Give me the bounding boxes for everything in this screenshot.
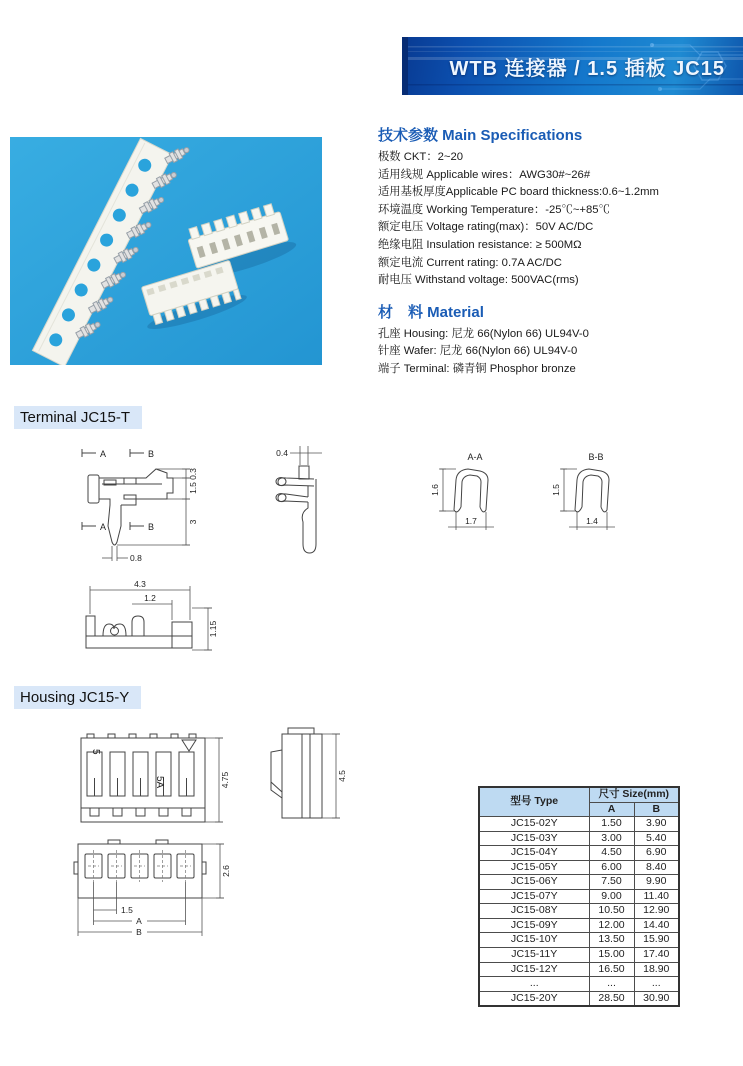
cell-type: ... xyxy=(479,977,589,992)
dim-label: 1.15 xyxy=(208,620,218,638)
housing-mark: 5 xyxy=(90,749,101,755)
table-row xyxy=(479,860,679,875)
header-banner xyxy=(402,37,743,95)
cell-size: 15.90 xyxy=(634,933,679,948)
table-row xyxy=(479,991,679,1006)
cell-type: JC15-09Y xyxy=(479,918,589,933)
spec-line: 绝缘电阻 Insulation resistance: ≥ 500MΩ xyxy=(378,238,582,251)
spec-line: 环境温度 Working Temperature：-25℃~+85℃ xyxy=(378,203,610,216)
cell-size: 15.00 xyxy=(589,948,634,963)
spec-line: 适用基板厚度Applicable PC board thickness:0.6~1.2mm xyxy=(378,186,659,199)
terminal-section-aa-drawing xyxy=(430,448,512,550)
cell-size: 11.40 xyxy=(634,889,679,904)
material-line: 针座 Wafer: 尼龙 66(Nylon 66) UL94V-0 xyxy=(378,345,578,358)
cell-size: 17.40 xyxy=(634,948,679,963)
cell-type: JC15-04Y xyxy=(479,846,589,861)
cell-type: JC15-20Y xyxy=(479,991,589,1006)
cell-size: 3.00 xyxy=(589,831,634,846)
page-title: WTB 连接器 / 1.5 插板 JC15 xyxy=(449,57,725,80)
section-marker-label: B xyxy=(148,449,155,459)
product-photo xyxy=(10,137,322,365)
cell-size: 12.90 xyxy=(634,904,679,919)
material-heading: 材 料 Material xyxy=(378,303,484,321)
size-table xyxy=(478,786,680,1007)
dim-label: 2.6 xyxy=(221,865,231,877)
dim-label: 4.5 xyxy=(337,770,347,782)
cell-size: 5.40 xyxy=(634,831,679,846)
cell-type: JC15-03Y xyxy=(479,831,589,846)
material-line: 端子 Terminal: 磷青铜 Phosphor bronze xyxy=(378,362,576,375)
table-row xyxy=(479,875,679,890)
cell-size: ... xyxy=(589,977,634,992)
table-row xyxy=(479,918,679,933)
dim-label: 0.4 xyxy=(276,448,288,458)
cell-size: 1.50 xyxy=(589,817,634,832)
section-marker-label: A xyxy=(100,522,107,532)
table-row xyxy=(479,948,679,963)
section-marker-label: A xyxy=(100,449,107,459)
cell-type: JC15-02Y xyxy=(479,817,589,832)
specs-heading: 技术参数 Main Specifications xyxy=(378,127,583,144)
terminal-side-view-drawing xyxy=(72,440,208,576)
section-view-title: B-B xyxy=(588,452,604,462)
section-view-title: A-A xyxy=(467,452,483,462)
dim-label: A xyxy=(136,916,142,926)
spec-line: 耐电压 Withstand voltage: 500VAC(rms) xyxy=(378,274,579,287)
dim-label: 1.5 xyxy=(551,484,561,496)
cell-size: 12.00 xyxy=(589,918,634,933)
cell-size: 13.50 xyxy=(589,933,634,948)
cell-type: JC15-06Y xyxy=(479,875,589,890)
table-row xyxy=(479,846,679,861)
cell-size: 10.50 xyxy=(589,904,634,919)
cell-type: JC15-07Y xyxy=(479,889,589,904)
col-header-type: 型号 Type xyxy=(479,787,589,817)
cell-size: 3.90 xyxy=(634,817,679,832)
col-header-a: A xyxy=(589,802,634,817)
cell-size: ... xyxy=(634,977,679,992)
housing-side-view-drawing xyxy=(258,716,356,834)
table-row xyxy=(479,933,679,948)
table-row xyxy=(479,817,679,832)
dim-label: 0.3 xyxy=(188,468,198,480)
terminal-section-bb-drawing xyxy=(551,448,633,550)
housing-mark: 5A xyxy=(154,776,165,789)
cell-size: 8.40 xyxy=(634,860,679,875)
table-row xyxy=(479,904,679,919)
col-header-size: 尺寸 Size(mm) xyxy=(589,787,679,802)
dim-label: 1.4 xyxy=(586,516,598,526)
cell-size: 6.00 xyxy=(589,860,634,875)
cell-type: JC15-10Y xyxy=(479,933,589,948)
dim-label: 4.3 xyxy=(134,579,146,589)
dim-label: 1.2 xyxy=(144,593,156,603)
material-line: 孔座 Housing: 尼龙 66(Nylon 66) UL94V-0 xyxy=(378,327,589,340)
housing-front-view-drawing xyxy=(75,720,243,838)
spec-line: 适用线规 Applicable wires：AWG30#~26# xyxy=(378,168,591,181)
cell-size: 7.50 xyxy=(589,875,634,890)
size-table-body xyxy=(479,817,679,1007)
specifications-panel xyxy=(378,124,740,379)
dim-label: 1.5 xyxy=(188,482,198,494)
cell-type: JC15-08Y xyxy=(479,904,589,919)
cell-size: 28.50 xyxy=(589,991,634,1006)
cell-size: 14.40 xyxy=(634,918,679,933)
dim-label: 1.5 xyxy=(121,905,133,915)
dim-label: 0.8 xyxy=(130,553,142,563)
cell-type: JC15-11Y xyxy=(479,948,589,963)
dim-label: B xyxy=(136,927,142,937)
spec-line: 额定电流 Current rating: 0.7A AC/DC xyxy=(378,256,562,269)
cell-size: 6.90 xyxy=(634,846,679,861)
housing-section-heading: Housing JC15-Y xyxy=(14,686,141,709)
table-row xyxy=(479,831,679,846)
cell-size: 9.90 xyxy=(634,875,679,890)
table-row xyxy=(479,977,679,992)
spec-line: 极数 CKT：2~20 xyxy=(378,151,464,163)
terminal-front-view-drawing xyxy=(252,440,368,580)
cell-size: 4.50 xyxy=(589,846,634,861)
cell-type: JC15-05Y xyxy=(479,860,589,875)
dim-label: 1.6 xyxy=(430,484,440,496)
housing-bottom-view-drawing xyxy=(68,830,240,940)
size-table-header xyxy=(479,787,679,817)
dim-label: 3 xyxy=(188,519,198,525)
col-header-b: B xyxy=(634,802,679,817)
cell-size: 9.00 xyxy=(589,889,634,904)
cell-size: 30.90 xyxy=(634,991,679,1006)
cell-type: JC15-12Y xyxy=(479,962,589,977)
section-marker-label: B xyxy=(148,522,155,532)
table-row xyxy=(479,889,679,904)
dim-label: 4.75 xyxy=(220,771,230,789)
dim-label: 1.7 xyxy=(465,516,477,526)
spec-line: 额定电压 Voltage rating(max)：50V AC/DC xyxy=(378,221,594,234)
table-row xyxy=(479,962,679,977)
cell-size: 16.50 xyxy=(589,962,634,977)
terminal-section-heading: Terminal JC15-T xyxy=(14,406,142,429)
cell-size: 18.90 xyxy=(634,962,679,977)
terminal-bottom-view-drawing xyxy=(70,578,222,662)
